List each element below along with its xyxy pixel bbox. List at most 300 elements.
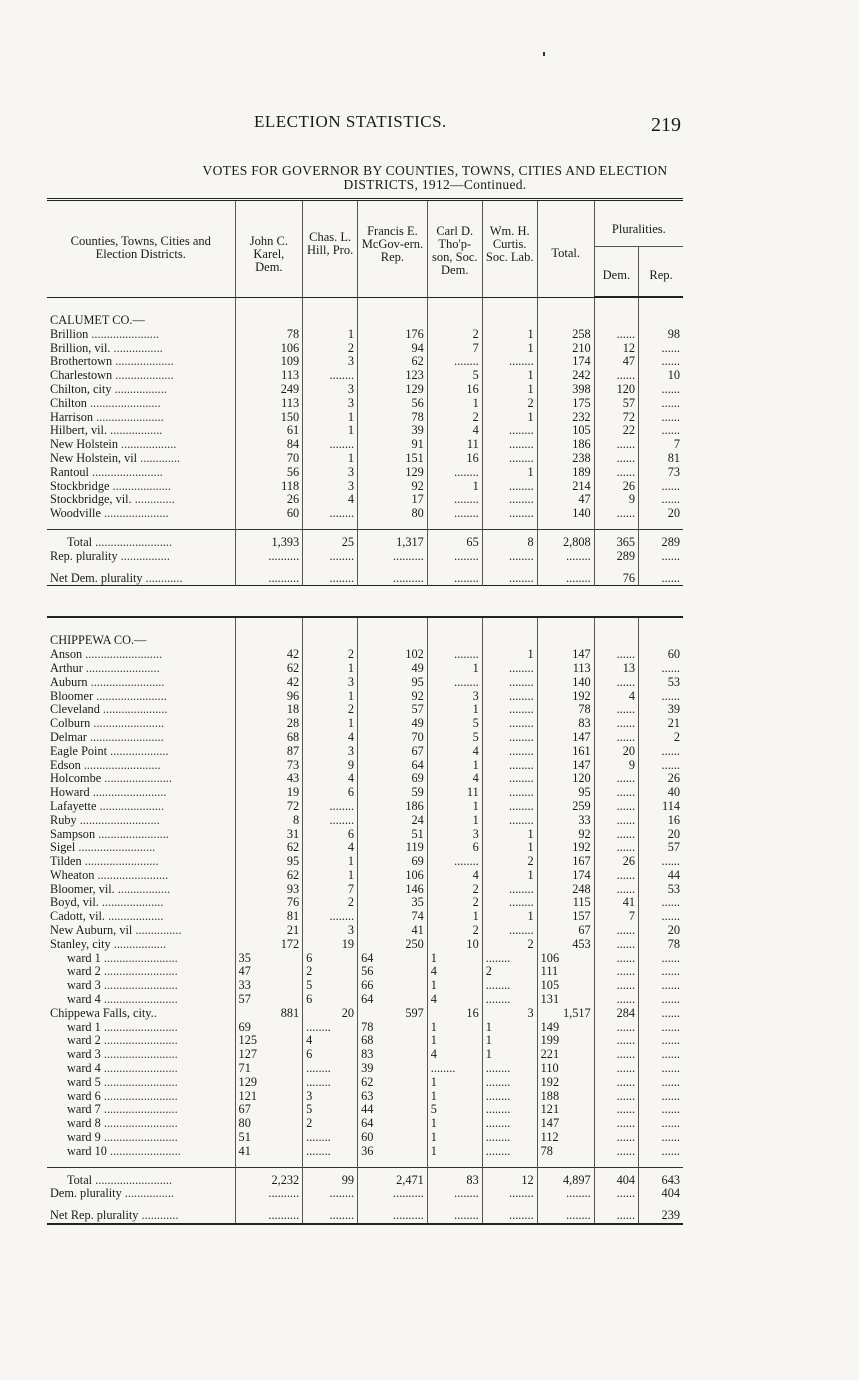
row-label: Chilton, city ................. [50,382,167,396]
cell-value: 4 [427,772,482,786]
dot-leader: ........................ [100,1062,178,1076]
table-row [47,869,683,883]
cell-value: ...... [639,550,683,564]
dot-leader: ....................... [94,868,169,882]
cell-value: 20 [639,507,683,521]
cell-value: 643 [639,1167,683,1187]
spacer-row [47,586,683,618]
cell-value: ...... [594,717,638,731]
cell-value: ........ [482,493,537,507]
cell-value: 111 [537,965,594,979]
cell-value: 120 [537,772,594,786]
dot-leader: ................... [112,369,174,383]
cell-value: 68 [358,1034,428,1048]
dot-leader: ................... [112,355,174,369]
cell-value: ........ [482,772,537,786]
cell-value: 56 [358,965,428,979]
cell-value: 5 [427,1103,482,1117]
cell-value: 9 [594,759,638,773]
dot-leader: ....................... [88,465,163,479]
cell-value: 4 [594,690,638,704]
table-header [47,200,683,298]
col-header-dem: Dem. [594,247,638,297]
row-label: Wheaton ....................... [50,868,169,882]
cell-value: 239 [639,1209,683,1224]
row-label: Arthur ........................ [50,661,160,675]
cell-value: 20 [303,1007,358,1021]
cell-value: ........ [482,1187,537,1201]
row-label: Chilton ....................... [50,396,161,410]
cell-value: 1 [482,841,537,855]
cell-value: ........ [482,731,537,745]
cell-value: ...... [594,1048,638,1062]
row-label: Total ......................... [47,529,235,549]
cell-value: 105 [537,979,594,993]
cell-value: ...... [594,979,638,993]
cell-value: 57 [594,397,638,411]
cell-value: ...... [594,814,638,828]
row-label: Holcombe ...................... [50,772,172,786]
table-row [47,507,683,521]
dot-leader: ........................ [100,979,178,993]
cell-value: ...... [639,1145,683,1159]
cell-value: 92 [358,690,428,704]
row-label: ward 8 ........................ [67,1117,178,1131]
cell-value: 42 [235,648,303,662]
table-row [47,369,683,383]
cell-value: 6 [303,952,358,966]
cell-value: 99 [303,1167,358,1187]
cell-value: 1 [303,869,358,883]
ward-row [47,1048,683,1062]
cell-value: 1 [427,759,482,773]
cell-value: 1 [482,1034,537,1048]
cell-value: 151 [358,452,428,466]
dot-leader: ......................... [82,648,163,662]
cell-value: 42 [235,676,303,690]
cell-value: 2 [482,855,537,869]
spacer-row [47,564,683,572]
cell-value: 47 [235,965,303,979]
net-plurality-row [47,572,683,586]
cell-value: ...... [594,648,638,662]
row-label: Tilden ........................ [50,855,159,869]
cell-value: 1 [303,855,358,869]
cell-value: 3 [303,466,358,480]
cell-value: 140 [537,676,594,690]
cell-value: 17 [358,493,428,507]
cell-value: 3 [427,828,482,842]
table-row [47,342,683,356]
dot-leader: ................ [117,549,170,563]
cell-value: 51 [235,1131,303,1145]
cell-value: ...... [639,662,683,676]
cell-value: 192 [537,690,594,704]
cell-value: 2 [427,411,482,425]
dot-leader: ...................... [93,410,164,424]
row-label: ward 5 ........................ [67,1075,178,1089]
cell-value: 453 [537,938,594,952]
cell-value: 19 [303,938,358,952]
cell-value: 98 [639,328,683,342]
cell-value: ...... [594,438,638,452]
cell-value: 113 [235,397,303,411]
dot-leader: .................. [117,438,177,452]
cell-value: ...... [639,493,683,507]
cell-value: 20 [594,745,638,759]
cell-value: ...... [639,1103,683,1117]
dot-leader: ........................ [86,730,164,744]
cell-value: 105 [537,424,594,438]
cell-value: ...... [594,731,638,745]
cell-value: ........ [482,759,537,773]
row-label: Colburn ....................... [50,717,165,731]
cell-value: ...... [639,745,683,759]
row-label: Delmar ........................ [50,730,164,744]
cell-value: 3 [303,676,358,690]
table-row [47,703,683,717]
cell-value: 192 [537,841,594,855]
cell-value: ........ [427,1209,482,1224]
cell-value: ...... [639,424,683,438]
cell-value: 1 [427,979,482,993]
dot-leader: ....................... [106,1144,181,1158]
cell-value: ........ [303,1021,358,1035]
cell-value: ...... [639,690,683,704]
cell-value: 62 [235,869,303,883]
county-heading-row [47,617,683,648]
cell-value: 365 [594,529,638,549]
cell-value: ........ [303,800,358,814]
cell-value: 16 [427,383,482,397]
cell-value: ........ [427,493,482,507]
cell-value: ........ [427,1187,482,1201]
row-label: Hilbert, vil. ................. [50,424,163,438]
spacer-row [47,1159,683,1168]
cell-value: ...... [594,1131,638,1145]
cell-value: 92 [537,828,594,842]
cell-value: 76 [235,896,303,910]
cell-value: 57 [358,703,428,717]
cell-value: ...... [639,855,683,869]
cell-value: 95 [358,676,428,690]
cell-value: 9 [594,493,638,507]
cell-value: ...... [594,507,638,521]
table-row [47,438,683,452]
row-label: ward 9 ........................ [67,1131,178,1145]
dot-leader: ................ [110,341,163,355]
cell-value: 192 [537,1076,594,1090]
cell-value: 26 [639,772,683,786]
cell-value: 64 [358,759,428,773]
caption-line-2: DISTRICTS, 1912—Continued. [343,177,527,192]
cell-value: ...... [639,397,683,411]
col-header-curtis: Wm. H. Curtis. Soc. Lab. [482,200,537,297]
cell-value: 109 [235,355,303,369]
cell-value: ........ [427,466,482,480]
table-row [47,828,683,842]
cell-value: 2 [303,703,358,717]
cell-value: 1,317 [358,529,428,549]
cell-value: 174 [537,869,594,883]
cell-value: ........ [303,438,358,452]
cell-value: 174 [537,355,594,369]
table-row [47,772,683,786]
cell-value: 1 [427,952,482,966]
cell-value: 26 [594,480,638,494]
cell-value: ........ [482,550,537,564]
cell-value: 25 [303,529,358,549]
cell-value: 6 [303,786,358,800]
cell-value: ........ [303,550,358,564]
cell-value: 115 [537,896,594,910]
cell-value: 110 [537,1062,594,1076]
cell-value: 19 [235,786,303,800]
page-number: 219 [651,114,681,136]
cell-value: 398 [537,383,594,397]
cell-value: 112 [537,1131,594,1145]
cell-value: 16 [427,1007,482,1021]
ward-row [47,1117,683,1131]
table-row [47,759,683,773]
cell-value: 221 [537,1048,594,1062]
cell-value: 258 [537,328,594,342]
calumet-section [47,298,683,618]
cell-value: 60 [358,1131,428,1145]
dot-leader: ....................... [95,827,169,841]
cell-value: .......... [358,1209,428,1224]
dot-leader: ......................... [92,534,173,549]
cell-value: 80 [358,507,428,521]
row-label: Cleveland ..................... [50,703,168,717]
row-label: ward 7 ........................ [67,1103,178,1117]
cell-value: 5 [427,369,482,383]
cell-value: 4 [427,1048,482,1062]
cell-value: 157 [537,910,594,924]
cell-value: 6 [303,1048,358,1062]
cell-value: 95 [235,855,303,869]
cell-value: 1 [482,869,537,883]
dot-leader: ........................ [100,1034,178,1048]
cell-value: 4,897 [537,1167,594,1187]
cell-value: 1 [427,1117,482,1131]
cell-value: ...... [594,1187,638,1201]
cell-value: ...... [594,1209,638,1224]
cell-value: ...... [639,1090,683,1104]
row-label: ward 6 ........................ [67,1089,178,1103]
ward-row [47,1131,683,1145]
cell-value: 119 [358,841,428,855]
cell-value: 150 [235,411,303,425]
cell-value: 78 [639,938,683,952]
cell-value: 49 [358,662,428,676]
cell-value: 1 [427,1145,482,1159]
cell-value: 78 [358,1021,428,1035]
dot-leader: ........................ [100,965,178,979]
cell-value: 59 [358,786,428,800]
cell-value: 404 [639,1187,683,1201]
total-row [47,529,683,549]
cell-value: ...... [594,703,638,717]
cell-value: 60 [235,507,303,521]
dot-leader: ......................... [80,758,161,772]
cell-value: 47 [537,493,594,507]
ward-row [47,979,683,993]
cell-value: ........ [303,1062,358,1076]
cell-value: 41 [358,924,428,938]
cell-value: 7 [427,342,482,356]
cell-value: ...... [639,910,683,924]
cell-value: 1 [303,452,358,466]
cell-value: 106 [537,952,594,966]
cell-value: ........ [482,424,537,438]
cell-value: 6 [303,828,358,842]
county-heading-calumet: CALUMET CO.— [50,313,145,327]
cell-value: ...... [639,1021,683,1035]
cell-value: ........ [482,355,537,369]
dot-leader: ....................... [90,717,165,731]
ward-row [47,1034,683,1048]
cell-value: 3 [482,1007,537,1021]
cell-value: ...... [594,1021,638,1035]
cell-value: 24 [358,814,428,828]
cell-value: .......... [235,572,303,586]
cell-value: ...... [594,369,638,383]
cell-value: 43 [235,772,303,786]
row-label: Brillion, vil. ................ [50,341,163,355]
cell-value: ........ [482,662,537,676]
table-row [47,800,683,814]
cell-value: 175 [537,397,594,411]
cell-value: 1 [482,1021,537,1035]
cell-value: 127 [235,1048,303,1062]
cell-value: 1 [427,1090,482,1104]
cell-value: .......... [235,1187,303,1201]
cell-value: 1,393 [235,529,303,549]
cell-value: 7 [639,438,683,452]
dot-leader: ..................... [99,703,168,717]
spacer-row [47,1201,683,1209]
cell-value: 35 [358,896,428,910]
cell-value: 5 [427,731,482,745]
dot-leader: ............. [131,493,175,507]
ward-row [47,952,683,966]
cell-value: 8 [235,814,303,828]
cell-value: 60 [639,648,683,662]
dot-leader: ........................ [82,661,160,675]
row-label: ward 2 ........................ [67,1034,178,1048]
ward-row [47,1076,683,1090]
cell-value: 250 [358,938,428,952]
cell-value: ...... [639,480,683,494]
cell-value: 78 [235,328,303,342]
table-row [47,690,683,704]
cell-value: ...... [639,411,683,425]
table-row [47,493,683,507]
running-head [0,112,859,136]
row-label: ward 4 ........................ [67,1062,178,1076]
cell-value: 67 [235,1103,303,1117]
chippewa-section [47,617,683,1224]
cell-value: 186 [358,800,428,814]
cell-value: 20 [639,924,683,938]
row-label: Brothertown ................... [50,355,174,369]
cell-value: 56 [235,466,303,480]
row-label: Auburn ........................ [50,675,165,689]
cell-value: 62 [358,355,428,369]
cell-value: 6 [303,993,358,1007]
cell-value: 2,808 [537,529,594,549]
row-label: Sampson ....................... [50,827,169,841]
ward-row [47,965,683,979]
cell-value: 238 [537,452,594,466]
cell-value: 69 [235,1021,303,1035]
cell-value: 106 [358,869,428,883]
cell-value: 35 [235,952,303,966]
cell-value: 62 [358,1076,428,1090]
cell-value: 102 [358,648,428,662]
cell-value: 125 [235,1034,303,1048]
cell-value: 1 [482,910,537,924]
cell-value: 70 [235,452,303,466]
dot-leader: ........................ [100,1131,178,1145]
cell-value: 36 [358,1145,428,1159]
col-header-pluralities: Pluralities. [594,200,683,247]
cell-value: 6 [427,841,482,855]
cell-value: ........ [303,369,358,383]
cell-value: 597 [358,1007,428,1021]
cell-value: 4 [427,965,482,979]
row-label: Charlestown ................... [50,369,174,383]
table-row [47,786,683,800]
cell-value: 21 [639,717,683,731]
cell-value: 81 [235,910,303,924]
row-label: Harrison ...................... [50,410,164,424]
table-row [47,841,683,855]
cell-value: 1 [427,397,482,411]
cell-value: ........ [537,1187,594,1201]
dot-leader: ........................ [100,1089,178,1103]
cell-value: 33 [235,979,303,993]
cell-value: ........ [303,1145,358,1159]
cell-value: 121 [235,1090,303,1104]
cell-value: ........ [482,1209,537,1224]
cell-value: ...... [594,883,638,897]
cell-value: 121 [537,1103,594,1117]
row-label: Boyd, vil. .................... [50,896,164,910]
cell-value: ...... [639,993,683,1007]
dot-leader: ........................ [100,951,178,965]
col-header-total: Total. [537,200,594,297]
cell-value: 12 [482,1167,537,1187]
cell-value: 123 [358,369,428,383]
row-label: Lafayette ..................... [50,799,165,813]
cell-value: 146 [358,883,428,897]
cell-value: 91 [358,438,428,452]
cell-value: 113 [235,369,303,383]
table-row [47,452,683,466]
row-label: Stockbridge ................... [50,479,171,493]
row-label: Cadott, vil. .................. [50,910,164,924]
cell-value: 95 [537,786,594,800]
row-label: ward 4 ........................ [67,993,178,1007]
cell-value: ...... [639,1007,683,1021]
table-row [47,383,683,397]
cell-value: ........ [303,572,358,586]
dot-leader: ...................... [88,327,159,341]
cell-value: ........ [482,1090,537,1104]
cell-value: 49 [358,717,428,731]
